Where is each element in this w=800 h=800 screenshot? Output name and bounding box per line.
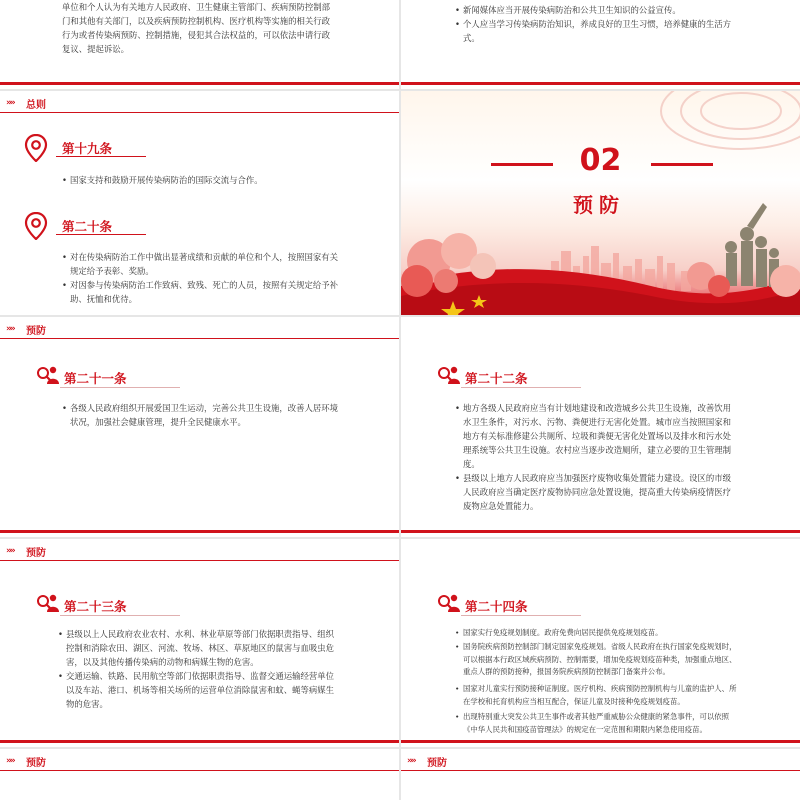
section-number: 02	[579, 143, 622, 178]
slide-header	[0, 539, 399, 561]
slide-header	[401, 749, 800, 771]
section-title: 预防	[573, 193, 625, 217]
slide-8	[401, 539, 800, 747]
slide-header	[0, 91, 399, 113]
person-search-icon	[37, 593, 59, 613]
double-chevron-icon: »»	[6, 324, 14, 334]
text-line: 单位和个人认为有关地方人民政府、卫生健康主管部门、疾病预防控制部	[62, 2, 330, 12]
text-line: 行为或者传染病预防、控制措施，侵犯其合法权益的，可以依法申请行政	[62, 30, 330, 40]
slide-6	[401, 317, 800, 537]
double-chevron-icon: »»	[407, 756, 415, 766]
text-line: 门和其他有关部门，以及疾病预防控制机构、医疗机构等实施的相关行政	[62, 16, 330, 26]
bottom-rule	[401, 82, 800, 85]
bottom-rule	[401, 740, 800, 743]
article-title: 第二十三条	[64, 599, 127, 614]
bottom-rule	[0, 740, 399, 743]
bullet: • 新闻媒体应当开展传染病防治和公共卫生知识的公益宣传。	[455, 5, 681, 15]
bottom-rule	[401, 530, 800, 533]
slide-9	[0, 749, 399, 800]
bullet: • 国家实行免疫规划制度。政府免费向居民提供免疫规划疫苗。	[455, 628, 663, 637]
location-pin-icon	[24, 212, 48, 240]
slide-5	[0, 317, 399, 537]
slide-4-cover	[401, 91, 800, 315]
bullet: • 国务院疾病预防控制部门制定国家免疫规划。省级人民政府在执行国家免疫规划时， 可以根据本行政区域疾病预防、控制需要，增加免疫规划疫苗种类，加强重点地区、 重点人群的预防接种，报国务院疾病预防控制部门备案并公布。	[455, 642, 737, 676]
slide-header	[0, 317, 399, 339]
bullet: • 国家支持和鼓励开展传染病防治的国际交流与合作。	[62, 175, 263, 185]
article-title: 第二十一条	[64, 371, 127, 386]
slide-7	[0, 539, 399, 747]
double-chevron-icon: »»	[6, 756, 14, 766]
article-title: 第二十二条	[465, 371, 528, 386]
location-pin-icon	[24, 134, 48, 162]
double-chevron-icon: »»	[6, 98, 14, 108]
slide-2	[401, 0, 800, 89]
bullet: • 个人应当学习传染病防治知识，养成良好的卫生习惯，培养健康的生活方 式。	[455, 19, 731, 43]
text-line: 复议、提起诉讼。	[62, 44, 129, 54]
section-title: 总则	[26, 100, 46, 111]
bullet: • 各级人民政府组织开展爱国卫生运动，完善公共卫生设施，改善人居环境 状况，加强社会健康管理，提升全民健康水平。	[62, 403, 338, 427]
slide-header	[0, 749, 399, 771]
section-title: 预防	[427, 758, 447, 769]
bullet: • 县级以上人民政府农业农村、水利、林业草原等部门依据职责指导、组织 控制和消除农田、湖区、河流、牧场、林区、草原地区的鼠害与血吸虫危 害，以及其他传播传染病的动物和病媒生物的危害。	[58, 629, 334, 667]
person-search-icon	[438, 593, 460, 613]
slide-3	[0, 91, 399, 315]
article-title: 第二十四条	[465, 599, 528, 614]
bullet: • 交通运输、铁路、民用航空等部门依据职责指导、监督交通运输经营单位 以及车站、港口、机场等相关场所的运营单位消除鼠害和蚊、蝇等病媒生 物的危害。	[58, 671, 334, 709]
bullet: • 对因参与传染病防治工作致病、致残、死亡的人员，按照有关规定给予补 助、抚恤和优待。	[62, 280, 338, 304]
bottom-rule	[0, 530, 399, 533]
bullet: • 出现特别重大突发公共卫生事件或者其他严重威胁公众健康的紧急事件，可以依照 《中华人民共和国疫苗管理法》的规定在一定范围和期限内紧急使用疫苗。	[455, 712, 730, 734]
bullet: • 对在传染病防治工作中做出显著成绩和贡献的单位和个人，按照国家有关 规定给予表彰、奖励。	[62, 252, 338, 276]
section-title: 预防	[26, 548, 46, 559]
slide-10	[401, 749, 800, 800]
section-title: 预防	[26, 326, 46, 337]
slide-1	[0, 0, 399, 89]
person-search-icon	[438, 365, 460, 385]
section-title: 预防	[26, 758, 46, 769]
person-search-icon	[37, 365, 59, 385]
double-chevron-icon: »»	[6, 546, 14, 556]
bottom-rule	[0, 82, 399, 85]
article-title: 第二十条	[62, 219, 113, 234]
bullet: • 地方各级人民政府应当有计划地建设和改造城乡公共卫生设施，改善饮用 水卫生条件，对污水、污物、粪便进行无害化处置。城市应当按照国家和 地方有关标准修建公共厕所、垃圾和粪便无害化处置场以及排水和污水处 理系统等公共卫生设施。农村应当逐步改造厕所，建立必要的卫生管理制 度。	[455, 403, 731, 469]
article-title: 第十九条	[62, 141, 113, 156]
bullet: • 国家对儿童实行预防接种证制度。医疗机构、疾病预防控制机构与儿童的监护人、所 在学校和托育机构应当相互配合，保证儿童及时接种免疫规划疫苗。	[455, 684, 737, 706]
bullet: • 县级以上地方人民政府应当加强医疗废物收集处置能力建设。设区的市级 人民政府应当确定医疗废物协同应急处置设施，提高重大传染病疫情医疗 废物应急处置能力。	[455, 473, 731, 511]
